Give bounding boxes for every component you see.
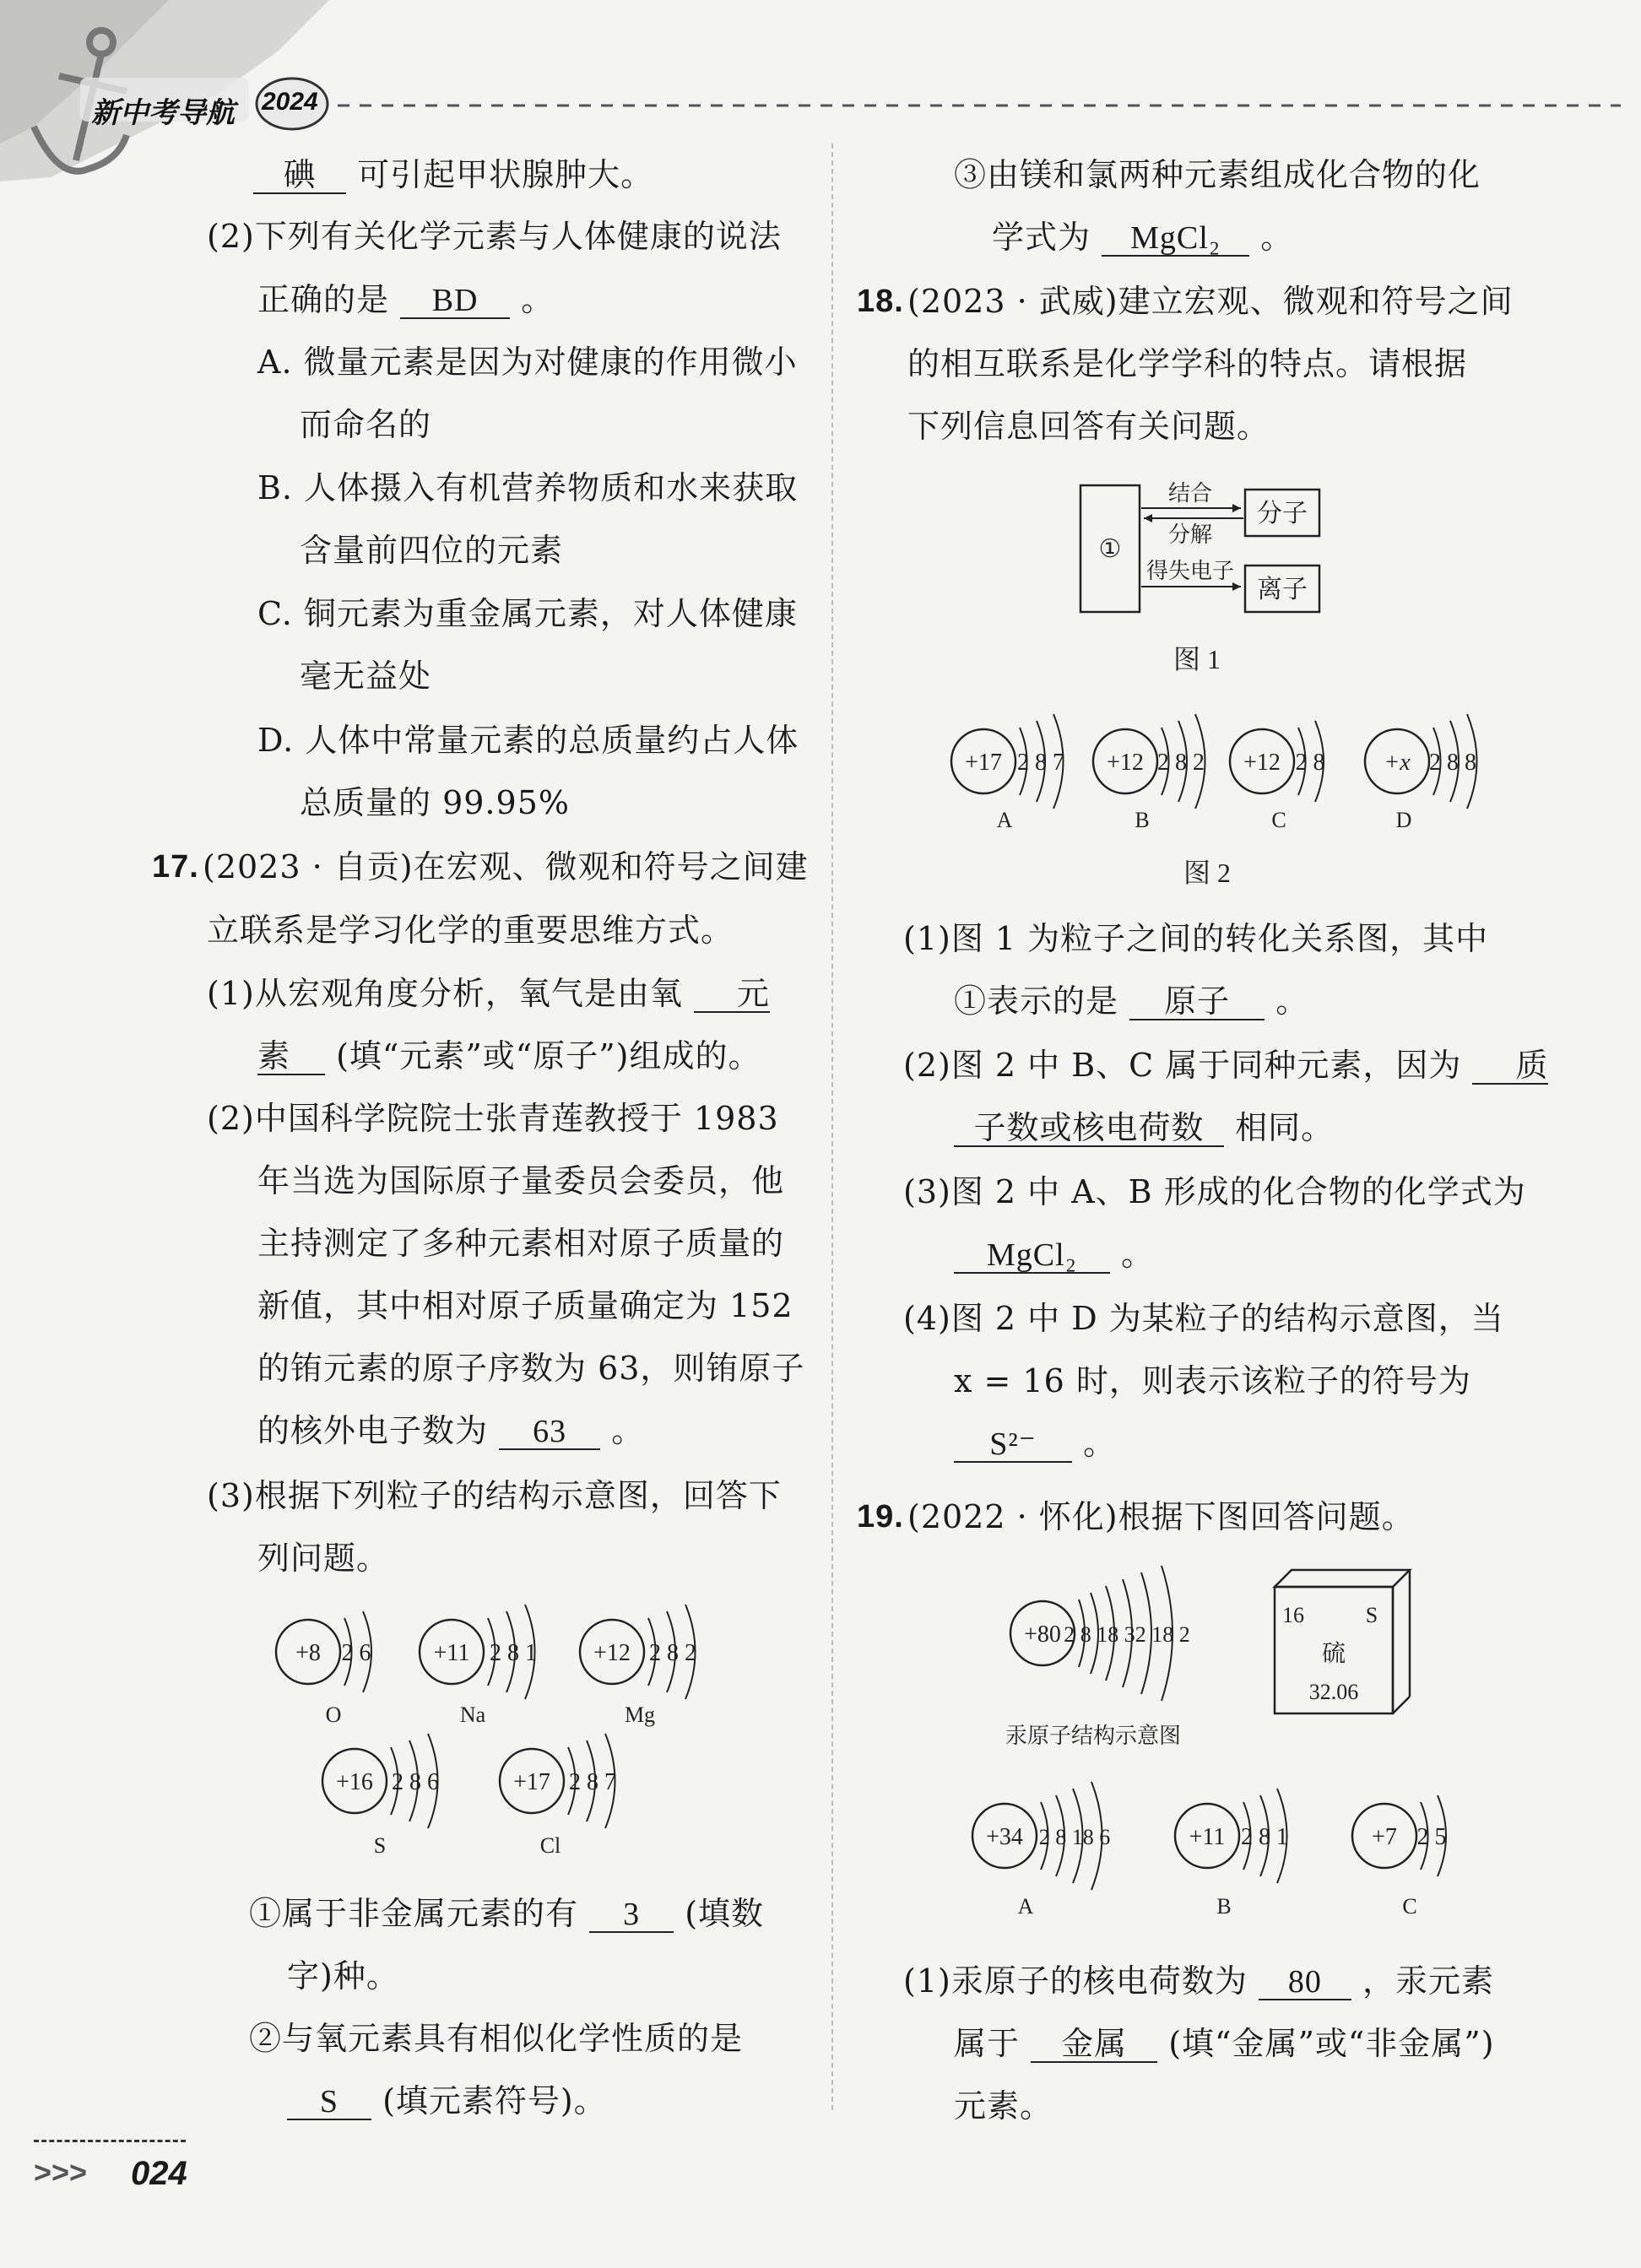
atom-o-shells: 2 6 (341, 1640, 371, 1666)
footer-dashes (34, 2140, 186, 2142)
svg-text:+80: +80 (1024, 1621, 1061, 1648)
svg-text:2 8 1: 2 8 1 (1241, 1824, 1288, 1850)
svg-text:2 8 18 32 18 2: 2 8 18 32 18 2 (1064, 1622, 1190, 1647)
atom-o-nucleus: +8 (295, 1640, 321, 1666)
atom-mg-label: Mg (624, 1702, 656, 1727)
q18-3-line2: MgCl₂ 。 (954, 1236, 1154, 1274)
fig2-particle-d (1365, 714, 1477, 832)
q17-2-line2: 年当选为国际原子量委员会委员，他 (257, 1162, 785, 1199)
q17-3-1-blank: 3 (589, 1897, 674, 1933)
q18-4-line1: (4)图 2 中 D 为某粒子的结构示意图，当 (903, 1300, 1504, 1337)
q18-2-line1: (2)图 2 中 B、C 属于同种元素，因为 质 (903, 1047, 1549, 1084)
svg-text:2 8: 2 8 (1295, 750, 1325, 776)
svg-text:B: B (1135, 808, 1150, 832)
footer-arrows: >>> (34, 2155, 88, 2190)
svg-text:C: C (1402, 1894, 1417, 1919)
fig1-arrow-electron: 得失电子 (1145, 559, 1235, 583)
fig2-particle-a (951, 714, 1064, 832)
q16-2-stem2: 正确的是 BD 。 (257, 281, 555, 318)
q17-3-line2: 列问题。 (257, 1540, 390, 1577)
fig1-molecule: 分子 (1257, 500, 1308, 528)
q18-2-line2: 子数或核电荷数 相同。 (954, 1109, 1334, 1147)
q19-atom-b (1175, 1789, 1288, 1919)
atom-s-shells: 2 8 6 (392, 1769, 439, 1795)
sulfur-mass: 32.06 (1308, 1680, 1359, 1704)
q18-line1: (2023 · 武威)建立宏观、微观和符号之间 (907, 283, 1514, 320)
q18-line2: 的相互联系是化学学科的特点。请根据 (907, 345, 1468, 382)
option-c-line1: C. 铜元素为重金属元素，对人体健康 (257, 595, 798, 632)
q17-3-2-blank: S (287, 2085, 371, 2120)
q19-atom-c (1352, 1795, 1447, 1919)
q18-number: 18. (857, 284, 904, 319)
q17-3-line1: (3)根据下列粒子的结构示意图，回答下 (207, 1477, 782, 1514)
svg-text:+12: +12 (1243, 750, 1281, 776)
q16-2-blank: BD (400, 284, 510, 319)
q17-2-line1: (2)中国科学院院士张青莲教授于 1983 (207, 1100, 779, 1137)
fig1-box-label: ① (1098, 535, 1122, 563)
q17-3-3-blank: MgCl₂ (1102, 221, 1249, 257)
q18-3-blank: MgCl₂ (954, 1238, 1110, 1274)
fig1-ion: 离子 (1257, 576, 1308, 604)
q18-1-line2: ①表示的是 原子 。 (954, 982, 1309, 1020)
header-title: 新中考导航 (91, 96, 235, 130)
svg-text:A: A (1017, 1894, 1034, 1919)
q17-3-2-line1: ②与氧元素具有相似化学性质的是 (249, 2020, 744, 2057)
hg-atom-diagram (1005, 1566, 1190, 1748)
q19-atom-a (972, 1782, 1110, 1919)
atom-na-label: Na (459, 1702, 486, 1727)
sulfur-element-card (1275, 1570, 1410, 1713)
q16-blank: 碘 (253, 159, 346, 194)
q19-hg-and-sulfur (988, 1562, 1427, 1764)
q18-1-blank: 原子 (1129, 985, 1265, 1020)
q19-atom-diagrams (954, 1781, 1503, 1950)
q16-text: 可引起甲状腺肿大。 (357, 156, 654, 193)
svg-text:2 8 18 6: 2 8 18 6 (1038, 1825, 1111, 1849)
fig2-particle-c (1230, 721, 1325, 832)
atom-na (420, 1605, 537, 1727)
q17-3-2-line2: S (填元素符号)。 (287, 2082, 607, 2120)
sulfur-name: 硫 (1321, 1641, 1346, 1667)
atom-s (322, 1734, 439, 1858)
q17-2-line6: 的核外电子数为 63 。 (257, 1412, 645, 1449)
q17-line1: (2023 · 自贡)在宏观、微观和符号之间建 (203, 848, 809, 885)
q17-1-blank-a: 元 (694, 977, 770, 1013)
q18-line3: 下列信息回答有关问题。 (907, 408, 1270, 445)
atom-o (276, 1611, 371, 1727)
q18-4-line3: S²⁻ 。 (954, 1425, 1116, 1463)
q17-number: 17. (152, 849, 199, 885)
page-number: 024 (131, 2155, 187, 2192)
atom-s-label: S (373, 1833, 387, 1858)
column-divider (831, 143, 833, 2110)
option-a-line2: 而命名的 (300, 406, 432, 443)
option-b-line1: B. 人体摄入有机营养物质和水来获取 (257, 469, 799, 506)
atom-cl-nucleus: +17 (513, 1769, 550, 1795)
svg-text:+12: +12 (1107, 750, 1144, 776)
svg-text:+11: +11 (1189, 1824, 1226, 1850)
svg-text:C: C (1271, 808, 1286, 832)
q17-2-line4: 新值，其中相对原子质量确定为 152 (257, 1287, 793, 1324)
q18-figure-1 (1072, 473, 1342, 692)
q17-atom-diagrams (253, 1600, 760, 1878)
q17-3-3-line1: ③由镁和氯两种元素组成化合物的化 (954, 156, 1481, 193)
q19-1-line2: 属于 金属 (填“金属”或“非金属”) (954, 2025, 1495, 2062)
q16-2-stem1: (2)下列有关化学元素与人体健康的说法 (207, 218, 782, 255)
svg-text:+x: +x (1384, 750, 1411, 776)
atom-na-nucleus: +11 (433, 1640, 470, 1666)
hg-caption: 汞原子结构示意图 (1005, 1724, 1182, 1748)
fig2-caption: 图 2 (1183, 858, 1232, 888)
q17-2-line5: 的铕元素的原子序数为 63，则铕原子 (257, 1350, 805, 1387)
q18-4-line2: x = 16 时，则表示该粒子的符号为 (954, 1362, 1471, 1399)
svg-text:2 8 2: 2 8 2 (1157, 750, 1205, 776)
svg-text:+7: +7 (1372, 1824, 1397, 1850)
sulfur-symbol: S (1365, 1603, 1378, 1627)
sulfur-number: 16 (1282, 1603, 1304, 1627)
atom-cl-label: Cl (539, 1833, 561, 1858)
q17-line2: 立联系是学习化学的重要思维方式。 (207, 912, 734, 949)
q17-3-3-line2: 学式为 MgCl₂ 。 (992, 219, 1294, 256)
option-d-line2: 总质量的 99.95% (300, 784, 570, 821)
atom-o-label: O (325, 1702, 342, 1727)
q17-2-blank: 63 (499, 1415, 600, 1450)
svg-text:+17: +17 (965, 750, 1002, 776)
q19-1-line1: (1)汞原子的核电荷数为 80 ，汞元素 (903, 1962, 1495, 2000)
option-b-line2: 含量前四位的元素 (300, 532, 564, 569)
atom-s-nucleus: +16 (336, 1769, 373, 1795)
svg-text:B: B (1216, 1894, 1232, 1919)
q19-1-blank-a: 80 (1259, 1965, 1351, 2000)
q18-figure-2 (941, 709, 1490, 895)
q17-1-line1: (1)从宏观角度分析，氧气是由氧 元 (207, 975, 770, 1012)
svg-text:2 8 8: 2 8 8 (1429, 750, 1476, 776)
q19-1-blank-b: 金属 (1031, 2027, 1157, 2063)
q17-1-line2: 素 (填“元素”或“原子”)组成的。 (257, 1037, 761, 1074)
svg-text:D: D (1395, 808, 1412, 832)
atom-na-shells: 2 8 1 (490, 1640, 537, 1666)
q17-1-blank-b: 素 (257, 1040, 325, 1075)
atom-cl (500, 1734, 616, 1858)
atom-cl-shells: 2 8 7 (569, 1769, 616, 1795)
q16-line (253, 156, 653, 194)
q17-3-1-line1: ①属于非金属元素的有 3 (填数 (249, 1895, 765, 1932)
atom-mg (580, 1605, 696, 1727)
option-c-line2: 毫无益处 (300, 658, 432, 695)
q18-1-line1: (1)图 1 为粒子之间的转化关系图，其中 (903, 920, 1489, 957)
option-d-line1: D. 人体中常量元素的总质量约占人体 (257, 722, 799, 759)
q19-number: 19. (857, 1499, 904, 1535)
fig2-particle-b (1093, 714, 1205, 832)
q18-4-blank: S²⁻ (954, 1427, 1072, 1463)
atom-mg-nucleus: +12 (593, 1640, 631, 1666)
svg-text:+34: +34 (986, 1824, 1023, 1850)
q19-1-line3: 元素。 (954, 2087, 1053, 2125)
header-year: 2024 (262, 88, 318, 116)
fig1-arrow-combine: 结合 (1167, 481, 1213, 506)
fig1-arrow-decompose: 分解 (1167, 522, 1213, 547)
q18-2-blank-b: 子数或核电荷数 (954, 1112, 1224, 1147)
svg-text:A: A (996, 808, 1013, 832)
option-a-line1: A. 微量元素是因为对健康的作用微小 (257, 344, 798, 381)
q19-line: (2022 · 怀化)根据下图回答问题。 (907, 1498, 1415, 1535)
q18-3-line1: (3)图 2 中 A、B 形成的化合物的化学式为 (903, 1173, 1526, 1210)
fig1-caption: 图 1 (1173, 644, 1221, 674)
svg-text:2 5: 2 5 (1416, 1824, 1447, 1850)
q17-2-line3: 主持测定了多种元素相对原子质量的 (257, 1225, 785, 1262)
q18-2-blank-a: 质 (1472, 1049, 1548, 1085)
atom-mg-shells: 2 8 2 (649, 1640, 696, 1666)
svg-text:2 8 7: 2 8 7 (1017, 750, 1064, 776)
q17-3-1-line2: 字)种。 (287, 1957, 399, 1995)
